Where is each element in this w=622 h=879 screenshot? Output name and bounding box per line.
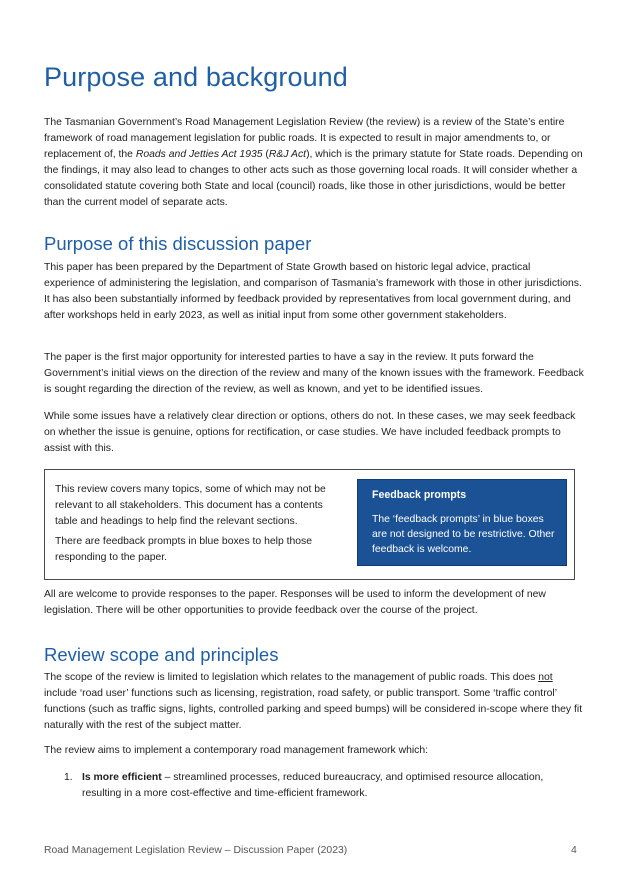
info-box (44, 469, 575, 580)
feedback-prompt-title: Feedback prompts (372, 489, 467, 501)
list-item-number: 1. (64, 772, 73, 783)
purpose-paragraph-3: While some issues have a relatively clear direction or options, others do not. In these cases, we may seek feedback on whether the issue is genuine, options for rectification, or case studies. We have included feedback prompts to assist with this. (44, 411, 576, 454)
footer-title: Road Management Legislation Review – Discussion Paper (2023) (44, 845, 348, 856)
scope-text-post: include ‘road user’ functions such as licensing, registration, road safety, or public transport. Some ‘traffic control’ functions (such as traffic signs, lights, controlled parking and speed bumps) will be considered in-scope where they fit naturally with the rest of the subject matter. (44, 688, 583, 731)
act-name: Roads and Jetties Act 1935 (135, 149, 263, 160)
info-box-text-1: This review covers many topics, some of which may not be relevant to all stakeholders. This document has a contents table and headings to help find the relevant sections. (55, 484, 326, 527)
feedback-prompt-box (357, 479, 567, 566)
purpose-paragraph-1: This paper has been prepared by the Department of State Growth based on historic legal advice, practical experience of administering the legislation, and comparison of Tasmania’s framework with those in other jurisdictions. It has also been substantially informed by feedback provided by representatives from local government during, and after workshops held in early 2023, as well as initial input from some other government stakeholders. (44, 262, 582, 321)
intro-paragraph (44, 115, 584, 211)
scope-paragraph-1 (44, 670, 584, 734)
section-heading-purpose: Purpose of this discussion paper (44, 233, 312, 254)
page-number: 4 (571, 845, 577, 856)
after-box-paragraph: All are welcome to provide responses to the paper. Responses will be used to inform the development of new legislation. There will be other opportunities to provide feedback over the course of the project. (44, 589, 546, 616)
act-abbreviation: R&J Act (268, 149, 307, 160)
purpose-paragraph-2: The paper is the first major opportunity for interested parties to have a say in the review. It puts forward the Government’s initial views on the direction of the review and many of the known issues with the framework. Feedback is sought regarding the direction of the review, as well as known, and yet to be identified issues. (44, 352, 584, 395)
list-item-body: – streamlined processes, reduced bureaucracy, and optimised resource allocation, resulting in a more cost-effective and time-efficient framework. (82, 772, 544, 799)
scope-emphasis-not: not (538, 672, 553, 683)
list-item-bold: Is more efficient (82, 772, 162, 783)
list-item-text (82, 770, 582, 802)
feedback-prompt-body: The ‘feedback prompts’ in blue boxes are not designed to be restrictive. Other feedback is welcome. (372, 514, 555, 555)
intro-text-pre: The Tasmanian Government’s Road Management Legislation Review (the review) is a review of the State’s entire framework of road management legislation for public roads. It is expected to result in major amendments to, or replacement of, the (44, 117, 565, 160)
scope-text-pre: The scope of the review is limited to legislation which relates to the management of public roads. This does (44, 672, 539, 683)
intro-text-mid: ( (262, 149, 269, 160)
section-heading-scope: Review scope and principles (44, 644, 279, 665)
page-heading: Purpose and background (44, 62, 348, 92)
info-box-text-2: There are feedback prompts in blue boxes to help those responding to the paper. (55, 536, 313, 563)
scope-paragraph-2: The review aims to implement a contemporary road management framework which: (44, 745, 429, 756)
intro-text-post: ), which is the primary statute for State roads. Depending on the findings, it may also lead to changes to other acts such as those governing local roads. It will consider whether a consolidated statute covering both State and local (council) roads, like those in other jurisdictions, would be better than the current model of separate acts. (44, 149, 583, 208)
